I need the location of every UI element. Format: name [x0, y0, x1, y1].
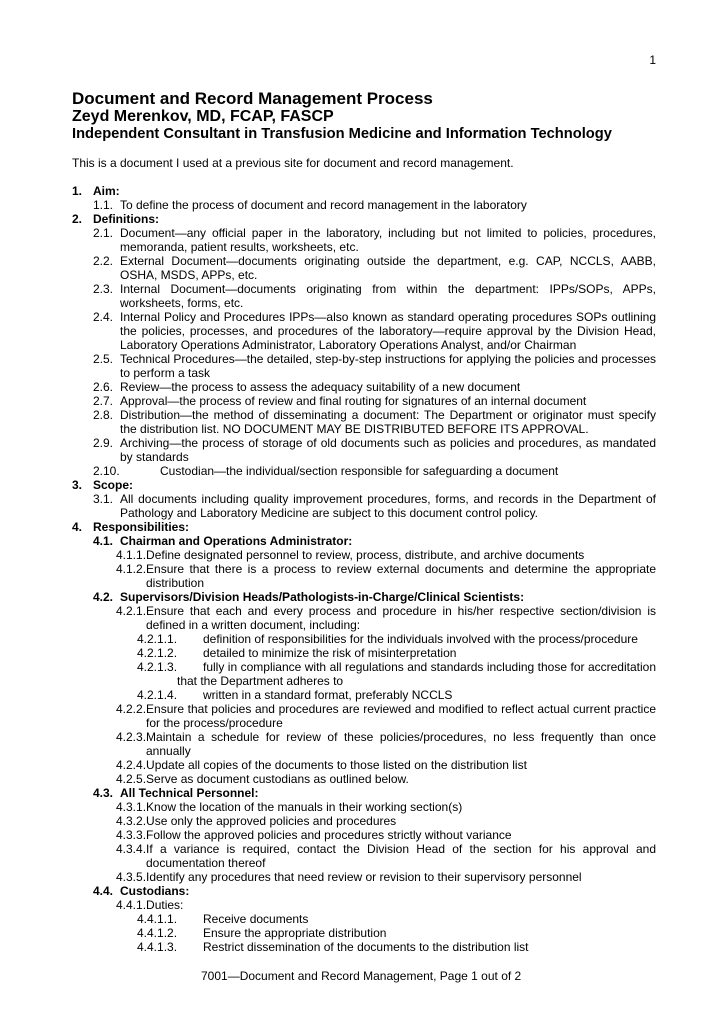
list-item — [0, 282, 724, 296]
item-line — [116, 814, 396, 828]
sub-list-item — [0, 660, 724, 674]
section-heading — [0, 184, 724, 198]
document-title: Document and Record Management Process — [72, 89, 433, 108]
item-text: External Document—documents originating outside the department, e.g. CAP, NCCLS, AABB, — [120, 254, 656, 268]
item-line — [116, 898, 183, 912]
subsection-title: Supervisors/Division Heads/Pathologists-in-Charge/Clinical Scientists: — [120, 590, 525, 604]
item-text: Ensure that each and every process and procedure in his/her respective section/division is — [146, 604, 656, 618]
section-heading — [0, 212, 724, 226]
item-text: Archiving—the process of storage of old documents such as policies and procedures, as mandated — [120, 436, 656, 450]
item-number: 4.2.3. — [116, 730, 147, 744]
item-number: 2.7. — [93, 394, 114, 408]
item-text: Pathology and Laboratory Medicine are subject to this document control policy. — [120, 506, 539, 520]
item-text: Ensure that there is a process to review external documents and determine the appropriate — [146, 562, 656, 576]
list-item — [0, 436, 724, 450]
list-item — [0, 758, 724, 772]
item-number: 4.3.1. — [116, 800, 147, 814]
sub-list-item — [0, 912, 724, 926]
subsection-heading — [0, 590, 724, 604]
item-line — [116, 758, 527, 772]
item-text: OSHA, MSDS, APPs, etc. — [120, 268, 258, 282]
list-item — [0, 548, 724, 562]
list-item-continuation — [0, 450, 724, 464]
list-item — [0, 394, 724, 408]
item-number: 3.1. — [93, 492, 114, 506]
item-text: Restrict dissemination of the documents to the distribution list — [203, 940, 529, 954]
subsection-title: Chairman and Operations Administrator: — [120, 534, 353, 548]
section-number: 4. — [72, 520, 83, 534]
list-item — [0, 380, 724, 394]
item-text: fully in compliance with all regulations and standards including those for accreditation — [203, 660, 656, 674]
item-number: 4.3.5. — [116, 870, 147, 884]
author-line: Zeyd Merenkov, MD, FCAP, FASCP — [72, 108, 334, 125]
item-text: the policies, processes, and procedures of the laboratory—require approval by the Division Head, — [120, 324, 656, 338]
item-number: 4.2.2. — [116, 702, 147, 716]
item-text: Serve as document custodians as outlined below. — [146, 772, 409, 786]
list-item-continuation — [0, 338, 724, 352]
sub-list-item — [0, 632, 724, 646]
item-text: distribution — [146, 576, 205, 590]
item-line — [116, 604, 656, 618]
item-number: 4.4.1.1. — [137, 912, 178, 926]
item-line — [116, 548, 584, 562]
item-text: Duties: — [146, 898, 184, 912]
item-number: 4.2.5. — [116, 772, 147, 786]
list-item — [0, 310, 724, 324]
list-item-continuation — [0, 296, 724, 310]
item-line — [116, 702, 656, 716]
list-item-continuation — [0, 324, 724, 338]
list-item — [0, 604, 724, 618]
item-text: by standards — [120, 450, 189, 464]
list-item — [0, 352, 724, 366]
list-item — [0, 254, 724, 268]
section-number: 2. — [72, 212, 83, 226]
list-item — [0, 898, 724, 912]
list-item-continuation — [0, 744, 724, 758]
section-title: Scope: — [93, 478, 134, 492]
item-text: memoranda, patient results, worksheets, etc. — [120, 240, 359, 254]
item-text: definition of responsibilities for the individuals involved with the process/procedure — [203, 632, 638, 646]
item-text: documentation thereof — [146, 856, 266, 870]
item-text: Technical Procedures—the detailed, step-by-step instructions for applying the policies and processes — [120, 352, 656, 366]
item-text: Document—any official paper in the laboratory, including but not limited to policies, procedures, — [120, 226, 656, 240]
item-text: Use only the approved policies and procedures — [146, 814, 397, 828]
item-text: worksheets, forms, etc. — [120, 296, 244, 310]
item-text: Distribution—the method of disseminating a document: The Department or originator must specify — [120, 408, 656, 422]
item-number: 4.2.1.3. — [137, 660, 178, 674]
item-text: written in a standard format, preferably NCCLS — [203, 688, 453, 702]
page-footer: 7001—Document and Record Management, Page 1 out of 2 — [201, 969, 522, 983]
section-heading — [0, 478, 724, 492]
item-number: 4.3.4. — [116, 842, 147, 856]
subsection-number: 4.4. — [93, 884, 114, 898]
item-number: 4.2.1.4. — [137, 688, 178, 702]
document-body — [0, 184, 724, 954]
item-number: 4.4.1. — [116, 898, 147, 912]
section-number: 1. — [72, 184, 83, 198]
item-text: Internal Document—documents originating from within the department: IPPs/SOPs, APPs, — [120, 282, 656, 296]
list-item — [0, 408, 724, 422]
item-text: Receive documents — [203, 912, 309, 926]
item-text: detailed to minimize the risk of misinterpretation — [203, 646, 457, 660]
item-text: Internal Policy and Procedures IPPs—also known as standard operating procedures SOPs outlining — [120, 310, 656, 324]
section-title: Definitions: — [93, 212, 159, 226]
item-text: Define designated personnel to review, process, distribute, and archive documents — [146, 548, 585, 562]
list-item — [0, 730, 724, 744]
list-item-continuation — [0, 506, 724, 520]
item-number: 4.2.1.1. — [137, 632, 178, 646]
item-text: To define the process of document and record management in the laboratory — [120, 198, 527, 212]
item-number: 4.3.3. — [116, 828, 147, 842]
list-item — [0, 226, 724, 240]
item-number: 2.6. — [93, 380, 114, 394]
intro-paragraph: This is a document I used at a previous site for document and record management. — [72, 156, 514, 170]
list-item — [0, 198, 724, 212]
section-title: Aim: — [93, 184, 120, 198]
item-text: All documents including quality improvement procedures, forms, and records in the Department of — [120, 492, 656, 506]
list-item — [0, 464, 724, 478]
item-number: 4.4.1.2. — [137, 926, 178, 940]
item-number: 4.2.1. — [116, 604, 147, 618]
item-line — [116, 772, 409, 786]
item-line — [116, 562, 656, 576]
item-text: the distribution list. NO DOCUMENT MAY BE DISTRIBUTED BEFORE ITS APPROVAL. — [120, 422, 589, 436]
subsection-heading — [0, 534, 724, 548]
item-text: for the process/procedure — [146, 716, 283, 730]
item-number: 2.4. — [93, 310, 114, 324]
item-number: 4.2.4. — [116, 758, 147, 772]
list-item-continuation — [0, 716, 724, 730]
item-text: that the Department adheres to — [177, 674, 344, 688]
list-item — [0, 492, 724, 506]
section-title: Responsibilities: — [93, 520, 190, 534]
page-number: 1 — [649, 53, 656, 67]
list-item — [0, 562, 724, 576]
list-item — [0, 772, 724, 786]
item-number: 2.3. — [93, 282, 114, 296]
item-line — [116, 870, 582, 884]
subsection-number: 4.1. — [93, 534, 114, 548]
list-item — [0, 800, 724, 814]
item-number: 2.1. — [93, 226, 114, 240]
item-text: annually — [146, 744, 191, 758]
list-item — [0, 842, 724, 856]
item-text: Identify any procedures that need review or revision to their supervisory personnel — [146, 870, 582, 884]
section-number: 3. — [72, 478, 83, 492]
item-line — [116, 730, 656, 744]
list-item-continuation — [0, 856, 724, 870]
item-number: 2.9. — [93, 436, 114, 450]
section-heading — [0, 520, 724, 534]
item-text: Follow the approved policies and procedures strictly without variance — [146, 828, 512, 842]
list-item — [0, 870, 724, 884]
item-line — [116, 800, 462, 814]
list-item-continuation — [0, 576, 724, 590]
sub-list-item — [0, 646, 724, 660]
item-number: 2.8. — [93, 408, 114, 422]
sub-list-item — [0, 688, 724, 702]
subsection-title: All Technical Personnel: — [120, 786, 259, 800]
subsection-number: 4.3. — [93, 786, 114, 800]
list-item-continuation — [0, 240, 724, 254]
item-number: 2.10. — [93, 464, 120, 478]
item-text: Ensure that policies and procedures are reviewed and modified to reflect actual current practice — [146, 702, 656, 716]
sub-list-item-continuation — [0, 674, 724, 688]
affiliation-line: Independent Consultant in Transfusion Medicine and Information Technology — [72, 126, 612, 142]
list-item-continuation — [0, 268, 724, 282]
item-text: Update all copies of the documents to those listed on the distribution list — [146, 758, 527, 772]
subsection-heading — [0, 786, 724, 800]
subsection-number: 4.2. — [93, 590, 114, 604]
item-text: Know the location of the manuals in their working section(s) — [146, 800, 463, 814]
item-number: 4.4.1.3. — [137, 940, 178, 954]
item-text: Custodian—the individual/section responsible for safeguarding a document — [160, 464, 559, 478]
item-number: 4.3.2. — [116, 814, 147, 828]
item-line — [116, 842, 656, 856]
list-item-continuation — [0, 422, 724, 436]
item-text: Laboratory Operations Administrator, Laboratory Operations Analyst, and/or Chairman — [120, 338, 577, 352]
item-text: defined in a written document, including: — [146, 618, 361, 632]
subsection-heading — [0, 884, 724, 898]
item-text: Maintain a schedule for review of these policies/procedures, no less frequently than once — [146, 730, 656, 744]
item-text: Review—the process to assess the adequacy suitability of a new document — [120, 380, 521, 394]
item-text: to perform a task — [120, 366, 211, 380]
item-number: 4.1.2. — [116, 562, 147, 576]
list-item-continuation — [0, 618, 724, 632]
item-number: 4.2.1.2. — [137, 646, 178, 660]
item-number: 2.5. — [93, 352, 114, 366]
item-number: 4.1.1. — [116, 548, 147, 562]
item-line — [116, 828, 512, 842]
list-item-continuation — [0, 366, 724, 380]
item-number: 1.1. — [93, 198, 114, 212]
item-number: 2.2. — [93, 254, 114, 268]
sub-list-item — [0, 926, 724, 940]
sub-list-item — [0, 940, 724, 954]
item-text: Approval—the process of review and final routing for signatures of an internal document — [120, 394, 587, 408]
list-item — [0, 828, 724, 842]
list-item — [0, 814, 724, 828]
subsection-title: Custodians: — [120, 884, 190, 898]
item-text: If a variance is required, contact the Division Head of the section for his approval and — [146, 842, 656, 856]
list-item — [0, 702, 724, 716]
item-text: Ensure the appropriate distribution — [203, 926, 387, 940]
